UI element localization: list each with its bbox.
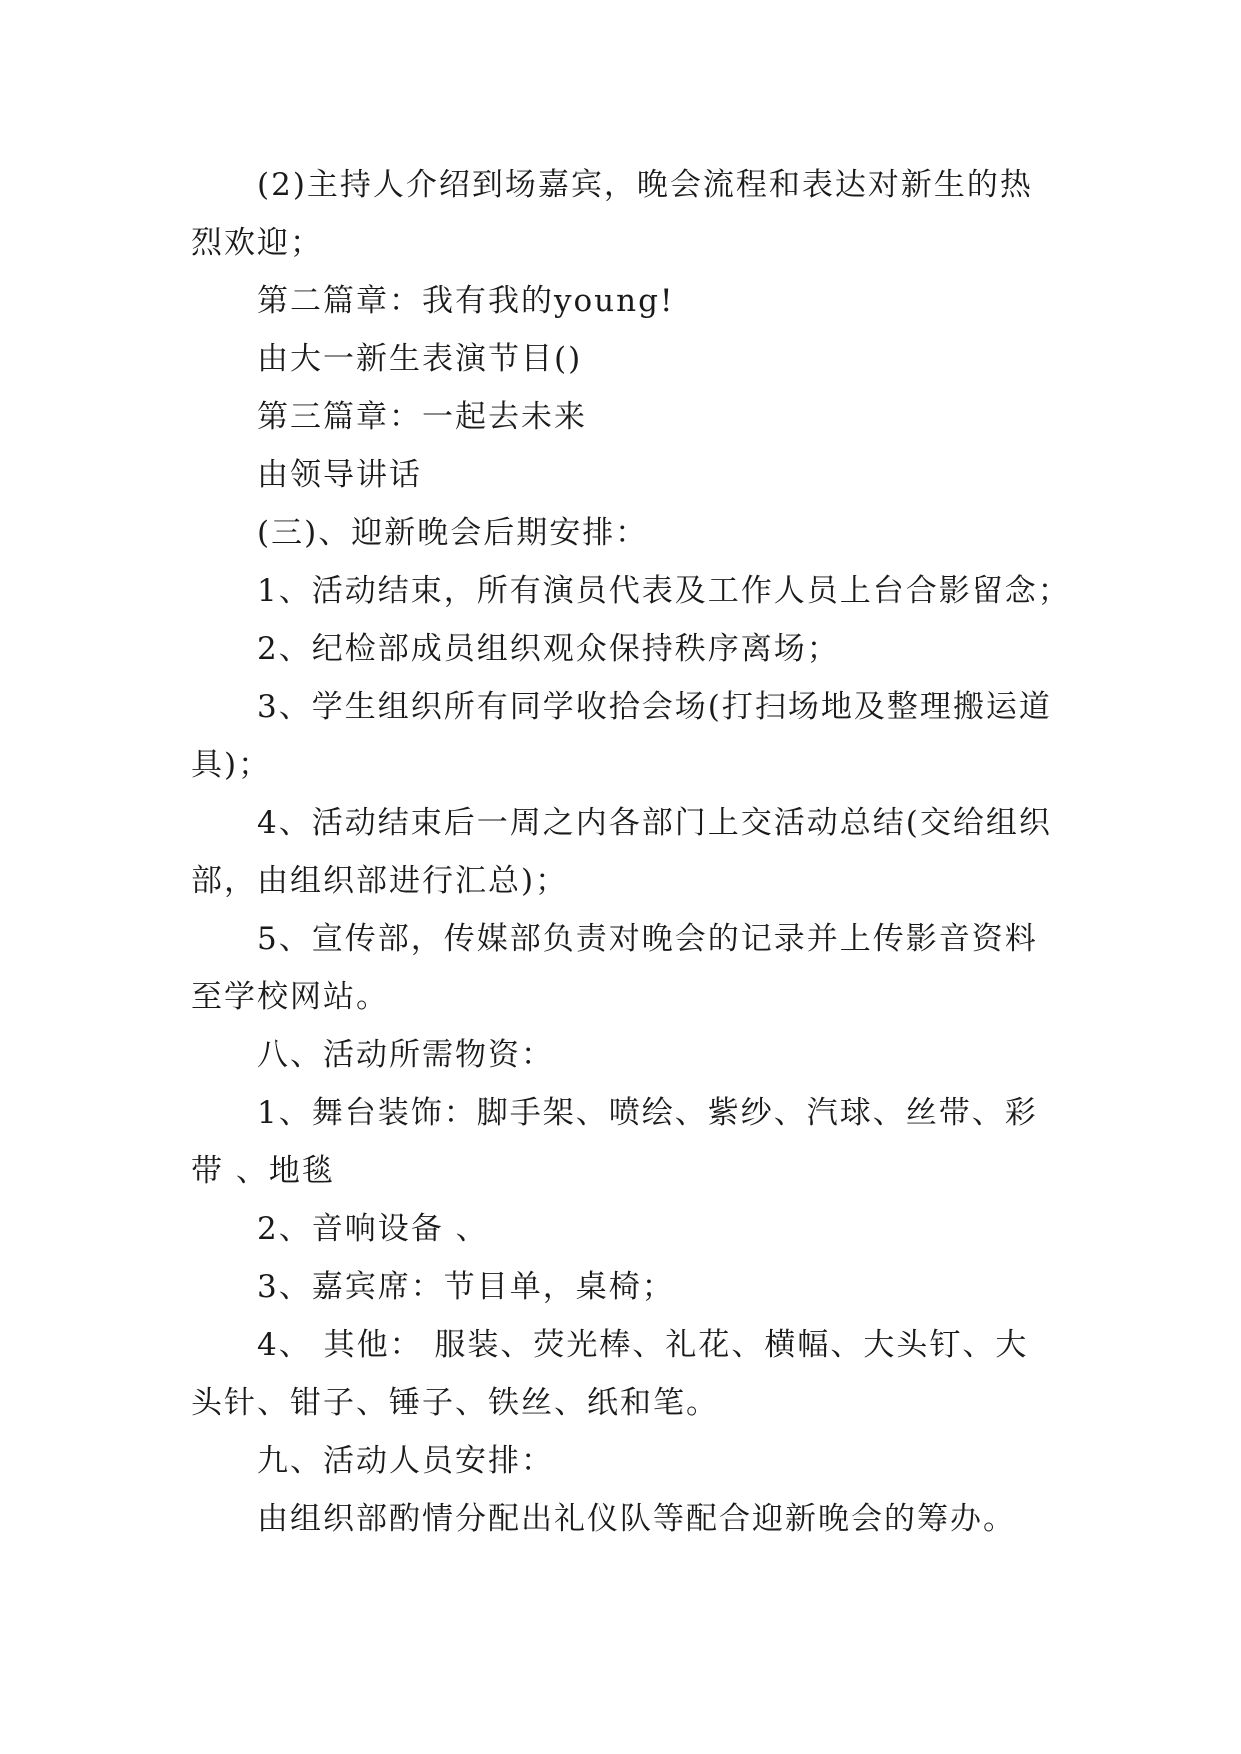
paragraph-line: 由大一新生表演节目()	[257, 341, 583, 377]
paragraph-line: 烈欢迎；	[191, 225, 323, 261]
section-heading: 第三篇章：一起去未来	[257, 399, 587, 435]
section-heading: 九、活动人员安排：	[257, 1443, 554, 1479]
list-item: 4、 其他： 服装、荧光棒、礼花、横幅、大头钉、大	[257, 1327, 1029, 1363]
paragraph-line: 由组织部酌情分配出礼仪队等配合迎新晚会的筹办。	[257, 1501, 1016, 1537]
list-item: 2、音响设备 、	[257, 1211, 489, 1247]
paragraph-line: 由领导讲话	[257, 457, 422, 493]
list-item: 2、纪检部成员组织观众保持秩序离场；	[257, 631, 840, 667]
list-item-continuation: 具)；	[191, 747, 272, 783]
section-heading: 第二篇章：我有我的young!	[257, 283, 675, 319]
paragraph-line: (2)主持人介绍到场嘉宾，晚会流程和表达对新生的热	[257, 167, 1033, 203]
list-item-continuation: 头针、钳子、锤子、铁丝、纸和笔。	[191, 1385, 719, 1421]
list-item: 1、活动结束，所有演员代表及工作人员上台合影留念；	[257, 573, 1071, 609]
list-item-continuation: 带 、地毯	[191, 1153, 335, 1189]
list-item: 3、嘉宾席：节目单，桌椅；	[257, 1269, 675, 1305]
list-item: 3、学生组织所有同学收拾会场(打扫场地及整理搬运道	[257, 689, 1052, 725]
list-item-continuation: 部，由组织部进行汇总)；	[191, 863, 569, 899]
list-item: 5、宣传部，传媒部负责对晚会的记录并上传影音资料	[257, 921, 1038, 957]
section-heading: (三)、迎新晚会后期安排：	[257, 515, 649, 551]
list-item: 1、舞台装饰：脚手架、喷绘、紫纱、汽球、丝带、彩	[257, 1095, 1038, 1131]
list-item-continuation: 至学校网站。	[191, 979, 389, 1015]
list-item: 4、活动结束后一周之内各部门上交活动总结(交给组织	[257, 805, 1052, 841]
section-heading: 八、活动所需物资：	[257, 1037, 554, 1073]
